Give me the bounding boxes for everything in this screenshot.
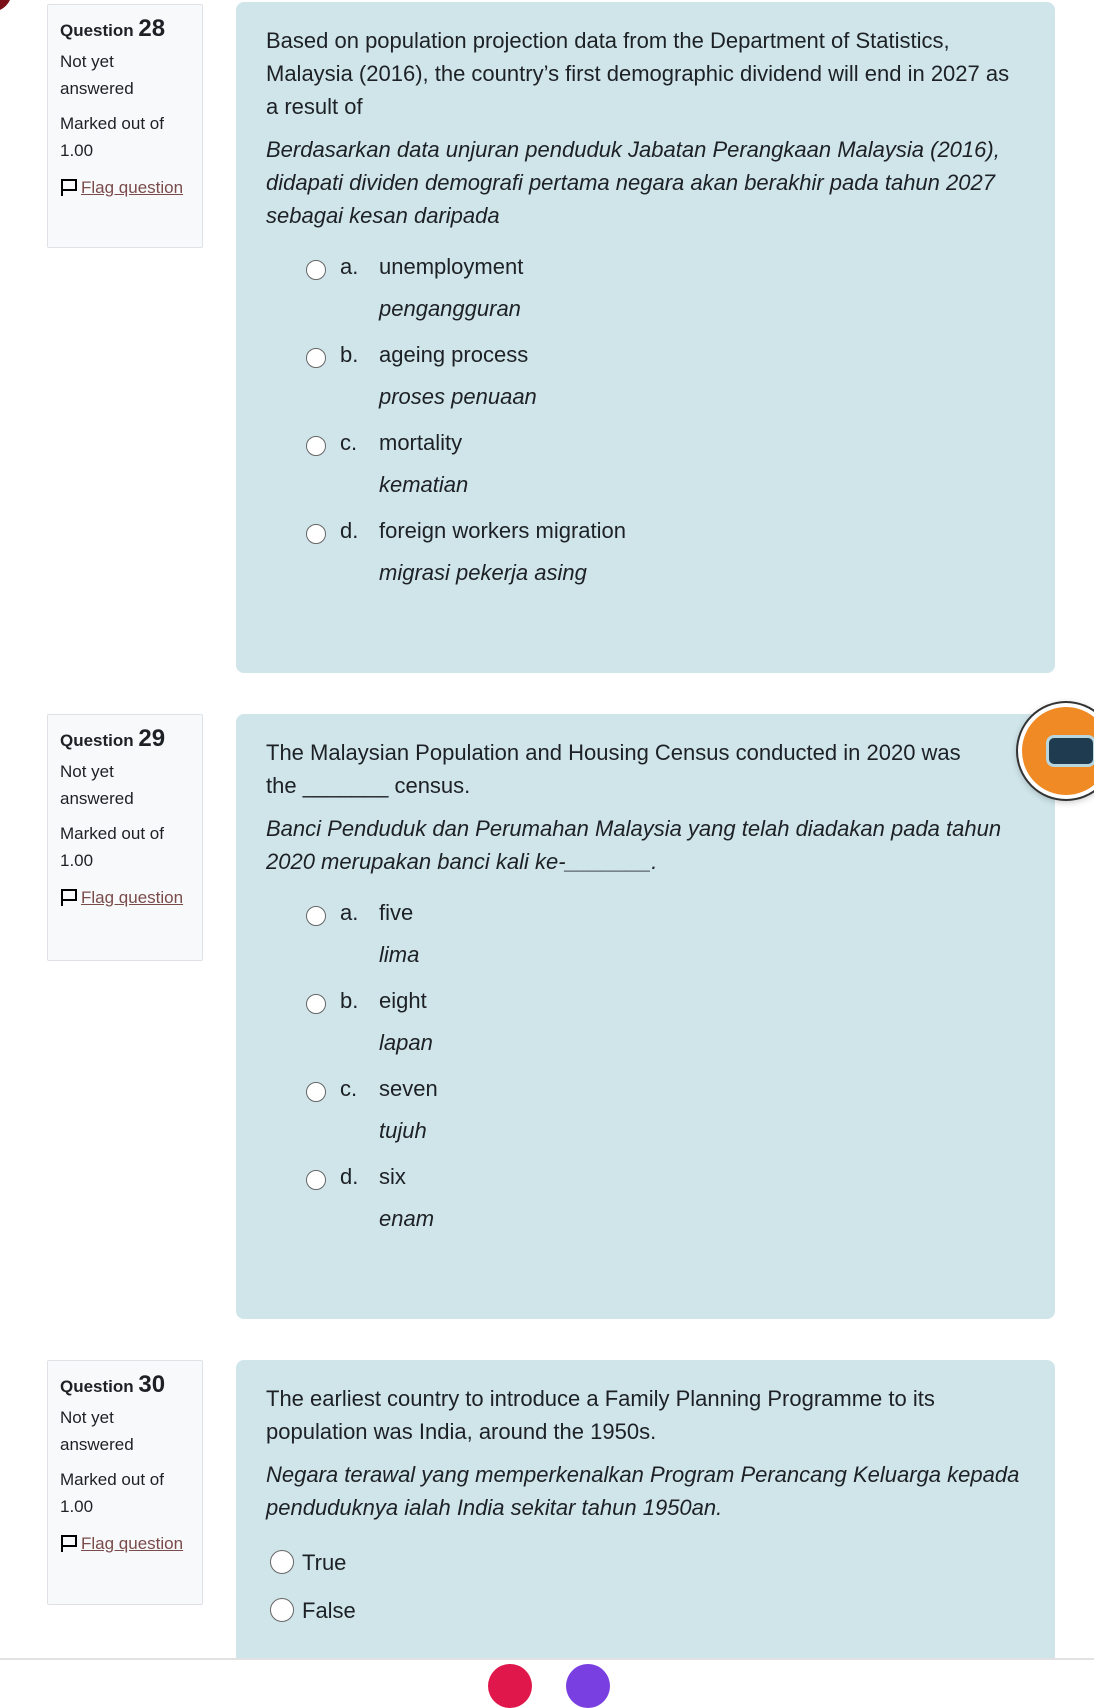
answer-option-d[interactable] (306, 516, 1025, 546)
question-info-28 (47, 4, 203, 248)
option-letter: a. (340, 254, 359, 279)
option-translation: tujuh (379, 1118, 427, 1143)
question-text: The Malaysian Population and Housing Census conducted in 2020 was the _______ census. (266, 740, 961, 798)
option-letter: b. (340, 342, 359, 367)
answer-option-a[interactable] (306, 252, 1025, 282)
option-translation: lima (379, 942, 420, 967)
flag-icon (60, 1534, 78, 1552)
question-info-30 (47, 1360, 203, 1605)
question-number: 28 (138, 15, 166, 42)
answer-option-b[interactable] (306, 340, 1025, 370)
option-text: seven (379, 1076, 438, 1101)
question-text-ms: Banci Penduduk dan Perumahan Malaysia yang telah diadakan pada tahun 2020 merupakan banci kali ke-_______. (266, 816, 1002, 874)
radio-button[interactable] (306, 1170, 326, 1190)
flag-question-button[interactable] (60, 1530, 190, 1557)
answer-option-d[interactable] (306, 1162, 1025, 1192)
flag-question-link[interactable]: Flag question (81, 178, 184, 197)
flag-question-button[interactable] (60, 884, 190, 911)
logo-corner (0, 0, 12, 12)
radio-button[interactable] (270, 1598, 294, 1622)
option-text: True (302, 1550, 347, 1575)
option-text: five (379, 900, 414, 925)
question-status: Not yet answered (60, 52, 134, 98)
question-content-29 (236, 714, 1055, 1319)
flag-icon (60, 178, 78, 196)
question-status: Not yet answered (60, 762, 134, 808)
radio-button[interactable] (306, 524, 326, 544)
radio-button[interactable] (306, 994, 326, 1014)
robot-icon (1046, 735, 1094, 767)
option-letter: d. (340, 1164, 359, 1189)
radio-button[interactable] (306, 906, 326, 926)
answer-option-b[interactable] (306, 986, 1025, 1016)
question-number: 29 (138, 725, 166, 752)
option-translation: enam (379, 1206, 435, 1231)
question-text: The earliest country to introduce a Family Planning Programme to its population was India, around the 1950s. (266, 1386, 935, 1444)
option-letter: a. (340, 900, 359, 925)
radio-button[interactable] (306, 260, 326, 280)
option-text: unemployment (379, 254, 524, 279)
option-translation: pengangguran (379, 296, 521, 321)
radio-button[interactable] (270, 1550, 294, 1574)
radio-button[interactable] (306, 436, 326, 456)
question-label: Question (60, 1377, 134, 1396)
question-label: Question (60, 731, 134, 750)
question-marks: Marked out of 1.00 (60, 114, 164, 160)
question-number: 30 (138, 1371, 166, 1398)
footer-icon-purple[interactable] (566, 1664, 610, 1708)
question-label: Question (60, 21, 134, 40)
answer-option-c[interactable] (306, 428, 1025, 458)
footer-divider (0, 1658, 1094, 1674)
option-translation: migrasi pekerja asing (379, 560, 587, 585)
question-info-29 (47, 714, 203, 961)
option-translation: proses penuaan (379, 384, 537, 409)
question-text-ms: Negara terawal yang memperkenalkan Program Perancang Keluarga kepada penduduknya ialah India sekitar tahun 1950an. (266, 1462, 1020, 1520)
flag-question-button[interactable] (60, 174, 190, 201)
flag-icon (60, 888, 78, 906)
question-text: Based on population projection data from the Department of Statistics, Malaysia (2016), the country’s first demographic dividend will end in 2027 as a result of (266, 28, 1010, 119)
answer-option-true[interactable] (270, 1548, 1025, 1578)
answer-option-false[interactable] (270, 1596, 1025, 1626)
answer-option-a[interactable] (306, 898, 1025, 928)
question-status: Not yet answered (60, 1408, 134, 1454)
option-text: eight (379, 988, 427, 1013)
option-text: mortality (379, 430, 463, 455)
flag-question-link[interactable]: Flag question (81, 888, 184, 907)
option-translation: lapan (379, 1030, 433, 1055)
option-text: six (379, 1164, 406, 1189)
option-text: False (302, 1598, 356, 1623)
option-text: ageing process (379, 342, 529, 367)
option-letter: c. (340, 1076, 358, 1101)
question-marks: Marked out of 1.00 (60, 1470, 164, 1516)
option-text: foreign workers migration (379, 518, 626, 543)
question-content-28 (236, 2, 1055, 673)
flag-question-link[interactable]: Flag question (81, 1534, 184, 1553)
footer-icon-red[interactable] (488, 1664, 532, 1708)
question-content-30 (236, 1360, 1055, 1658)
option-letter: b. (340, 988, 359, 1013)
question-text-ms: Berdasarkan data unjuran penduduk Jabatan Perangkaan Malaysia (2016), didapati dividen demografi pertama negara akan berakhir pada tahun 2027 sebagai kesan daripada (266, 137, 1000, 228)
question-marks: Marked out of 1.00 (60, 824, 164, 870)
radio-button[interactable] (306, 1082, 326, 1102)
option-translation: kematian (379, 472, 469, 497)
option-letter: d. (340, 518, 359, 543)
radio-button[interactable] (306, 348, 326, 368)
answer-option-c[interactable] (306, 1074, 1025, 1104)
option-letter: c. (340, 430, 358, 455)
